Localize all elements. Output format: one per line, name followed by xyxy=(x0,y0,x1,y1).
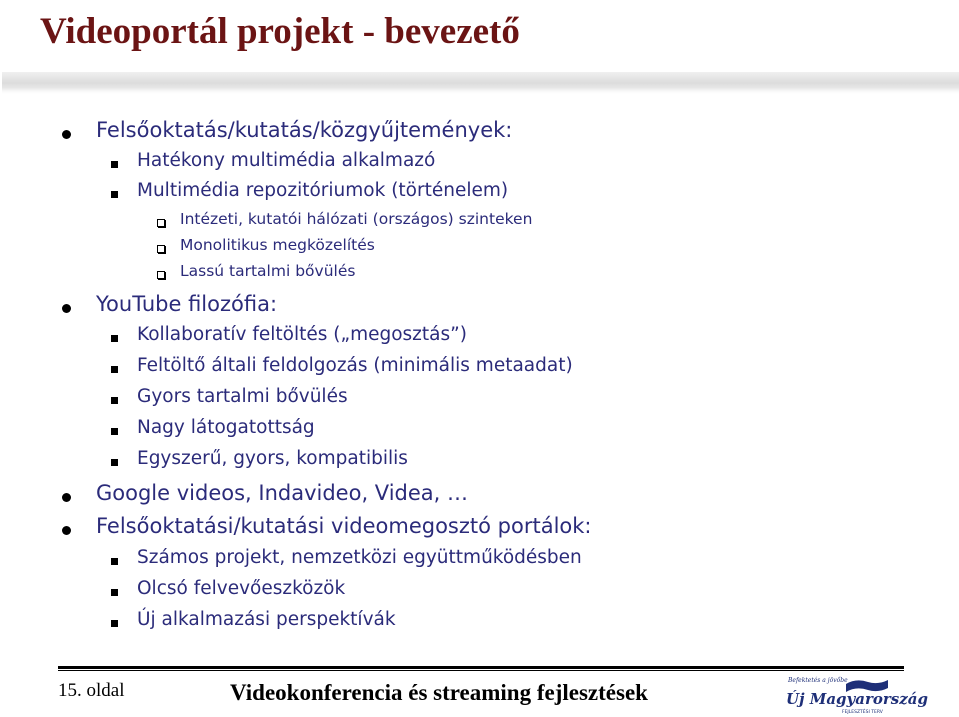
bullet-text-level-2: Feltöltő általi feldolgozás (minimális metaadat) xyxy=(137,355,573,376)
bullet-text-level-1: Google videos, Indavideo, Videa, … xyxy=(96,481,469,505)
bullet-text-level-3: Lassú tartalmi bővülés xyxy=(180,262,356,280)
bullet-text-level-2: Multimédia repozitóriumok (történelem) xyxy=(137,180,509,201)
bullet-square-icon xyxy=(111,620,118,627)
logo-subtitle: FEJLESZTÉSI TERV xyxy=(842,710,883,715)
footer-rule xyxy=(58,666,904,669)
bullet-square-icon xyxy=(111,191,118,198)
logo-tagline: Befektetés a jövőbe xyxy=(788,677,848,684)
bullet-text-level-1: Felsőoktatás/kutatás/közgyűjtemények: xyxy=(96,118,513,142)
bullet-square-icon xyxy=(111,335,118,342)
footer-rule-thin xyxy=(58,670,904,671)
bullet-text-level-2: Nagy látogatottság xyxy=(137,417,315,438)
bullet-dot-icon xyxy=(62,304,71,313)
logo-name: Új Magyarország xyxy=(786,690,928,708)
bullet-text-level-2: Hatékony multimédia alkalmazó xyxy=(137,150,436,171)
bullet-square-icon xyxy=(111,397,118,404)
bullet-square-icon xyxy=(111,459,118,466)
uj-magyarorszag-logo xyxy=(782,672,928,716)
bullet-text-level-3: Intézeti, kutatói hálózati (országos) szinteken xyxy=(180,210,533,228)
bullet-text-level-2: Számos projekt, nemzetközi együttműködésben xyxy=(137,547,582,568)
bullet-dot-icon xyxy=(62,493,71,502)
bullet-checkbox-icon xyxy=(157,271,165,279)
bullet-text-level-1: Felsőoktatási/kutatási videomegosztó portálok: xyxy=(96,514,592,538)
footer-title: Videokonferencia és streaming fejlesztések xyxy=(230,680,648,705)
bullet-text-level-2: Egyszerű, gyors, kompatibilis xyxy=(137,448,408,469)
bullet-text-level-2: Új alkalmazási perspektívák xyxy=(137,609,396,630)
slide-title: Videoportál projekt - bevezető xyxy=(40,11,520,52)
title-underline-bar xyxy=(2,72,959,94)
bullet-dot-icon xyxy=(62,526,71,535)
bullet-text-level-2: Gyors tartalmi bővülés xyxy=(137,386,348,407)
bullet-dot-icon xyxy=(62,130,71,139)
bullet-square-icon xyxy=(111,558,118,565)
bullet-text-level-3: Monolitikus megközelítés xyxy=(180,236,375,254)
bullet-square-icon xyxy=(111,366,118,373)
bullet-checkbox-icon xyxy=(157,219,165,227)
bullet-square-icon xyxy=(111,428,118,435)
bullet-text-level-1: YouTube filozófia: xyxy=(96,292,278,316)
bullet-checkbox-icon xyxy=(157,245,165,253)
bullet-square-icon xyxy=(111,161,118,168)
bullet-square-icon xyxy=(111,589,118,596)
bullet-text-level-2: Kollaboratív feltöltés („megosztás”) xyxy=(137,324,467,345)
page-number: 15. oldal xyxy=(58,680,125,701)
bullet-text-level-2: Olcsó felvevőeszközök xyxy=(137,578,346,599)
